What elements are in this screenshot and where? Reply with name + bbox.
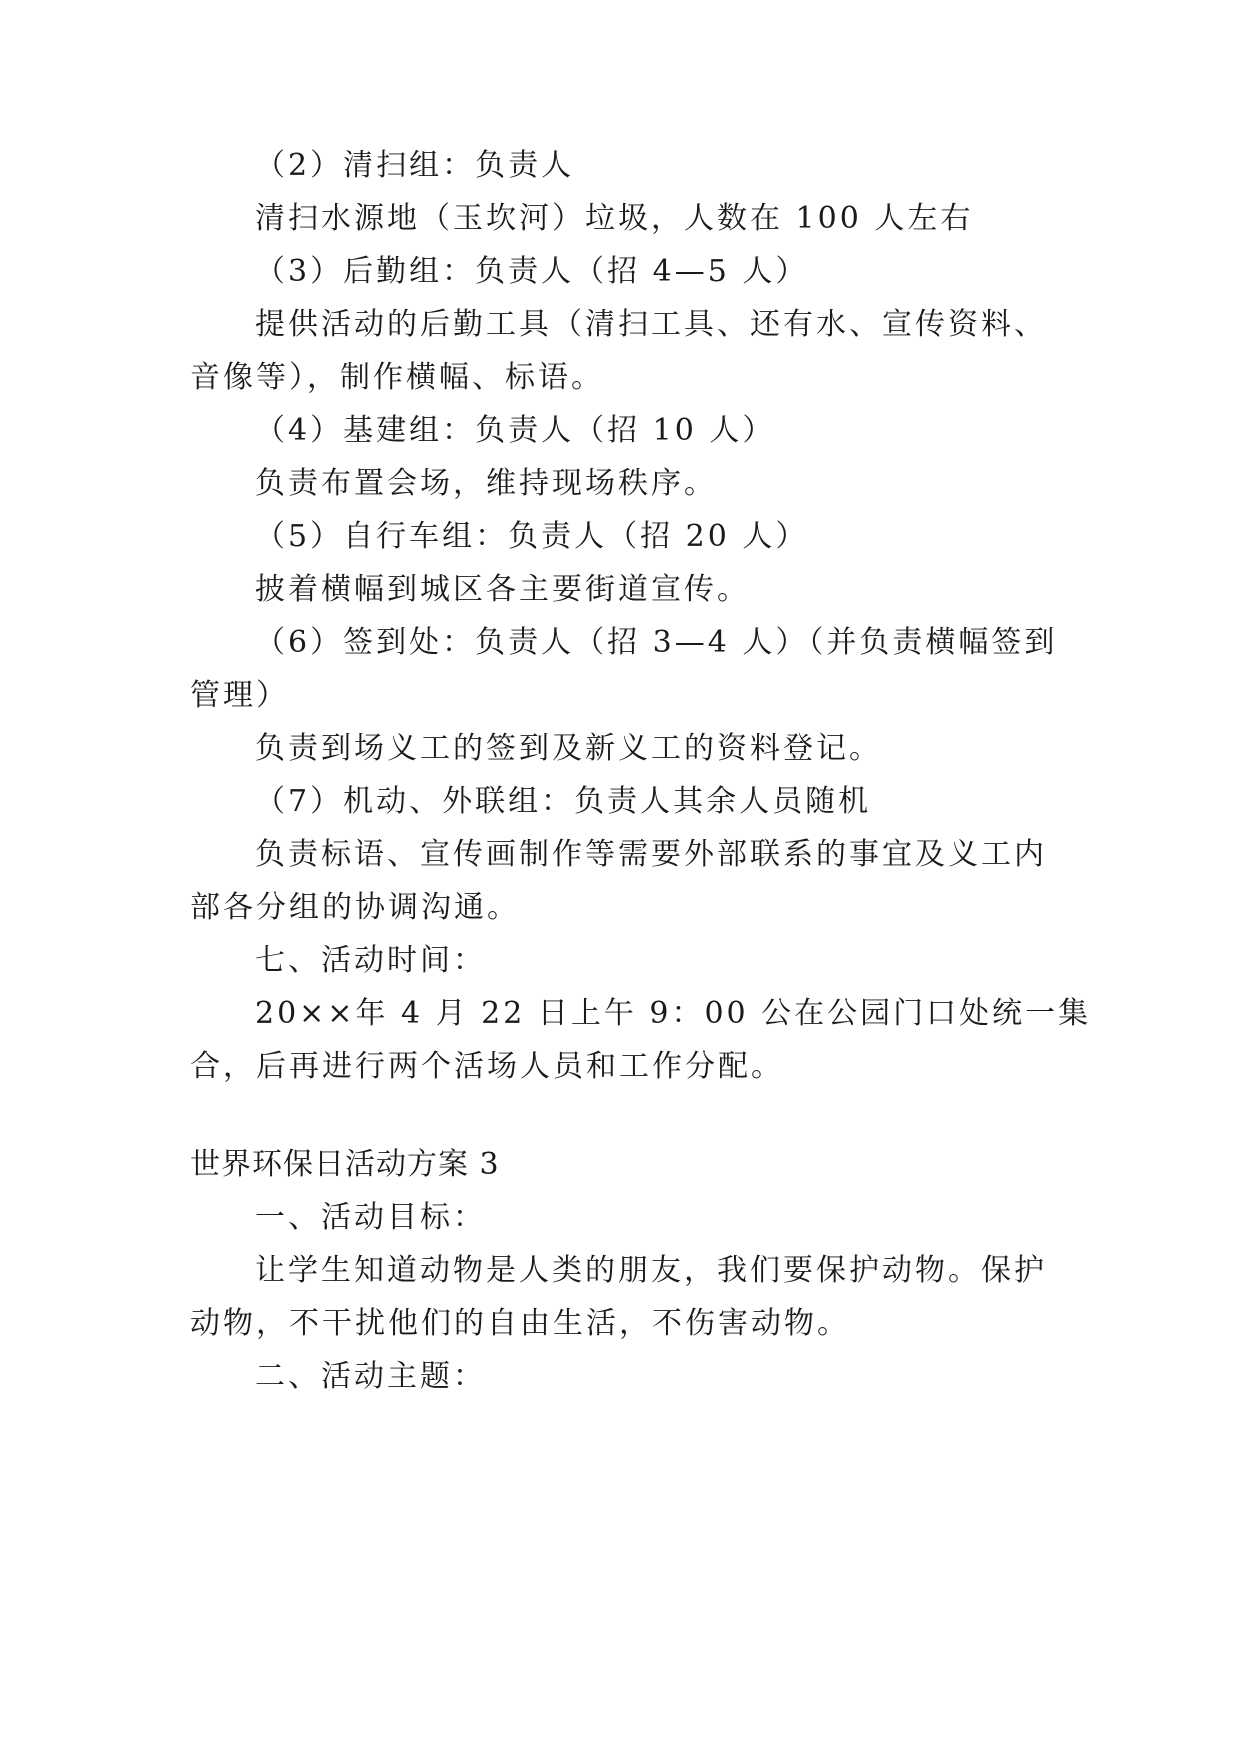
group-signin-heading-1: （6）签到处：负责人（招 3—4 人）（并负责横幅签到 [255,625,1058,660]
group-signin-desc: 负责到场义工的签到及新义工的资料登记。 [255,731,882,766]
group-liaison-desc-2: 部各分组的协调沟通。 [190,890,520,925]
group-bicycle-desc: 披着横幅到城区各主要街道宣传。 [255,572,750,607]
activity-time-desc-1: 20××年 4 月 22 日上午 9：00 公在公园门口处统一集 [255,996,1092,1031]
group-signin-heading-2: 管理） [190,678,289,713]
activity-time-desc-2: 合，后再进行两个活场人员和工作分配。 [190,1049,784,1084]
group-liaison-desc-1: 负责标语、宣传画制作等需要外部联系的事宜及义工内 [255,837,1047,872]
group-construction-heading: （4）基建组：负责人（招 10 人） [255,413,776,448]
activity-theme-heading: 二、活动主题： [255,1359,486,1394]
section-title: 世界环保日活动方案 3 [190,1147,500,1182]
group-cleaning-heading: （2）清扫组：负责人 [255,148,575,183]
activity-goal-desc-1: 让学生知道动物是人类的朋友，我们要保护动物。保护 [255,1253,1047,1288]
activity-goal-desc-2: 动物，不干扰他们的自由生活，不伤害动物。 [190,1306,850,1341]
group-logistics-desc-1: 提供活动的后勤工具（清扫工具、还有水、宣传资料、 [255,307,1047,342]
group-bicycle-heading: （5）自行车组：负责人（招 20 人） [255,519,809,554]
group-liaison-heading: （7）机动、外联组：负责人其余人员随机 [255,784,872,819]
group-logistics-desc-2: 音像等），制作横幅、标语。 [190,360,604,395]
group-cleaning-desc: 清扫水源地（玉坎河）垃圾，人数在 100 人左右 [255,201,974,236]
group-logistics-heading: （3）后勤组：负责人（招 4—5 人） [255,254,809,289]
group-construction-desc: 负责布置会场，维持现场秩序。 [255,466,717,501]
activity-goal-heading: 一、活动目标： [255,1200,486,1235]
activity-time-heading: 七、活动时间： [255,943,486,978]
